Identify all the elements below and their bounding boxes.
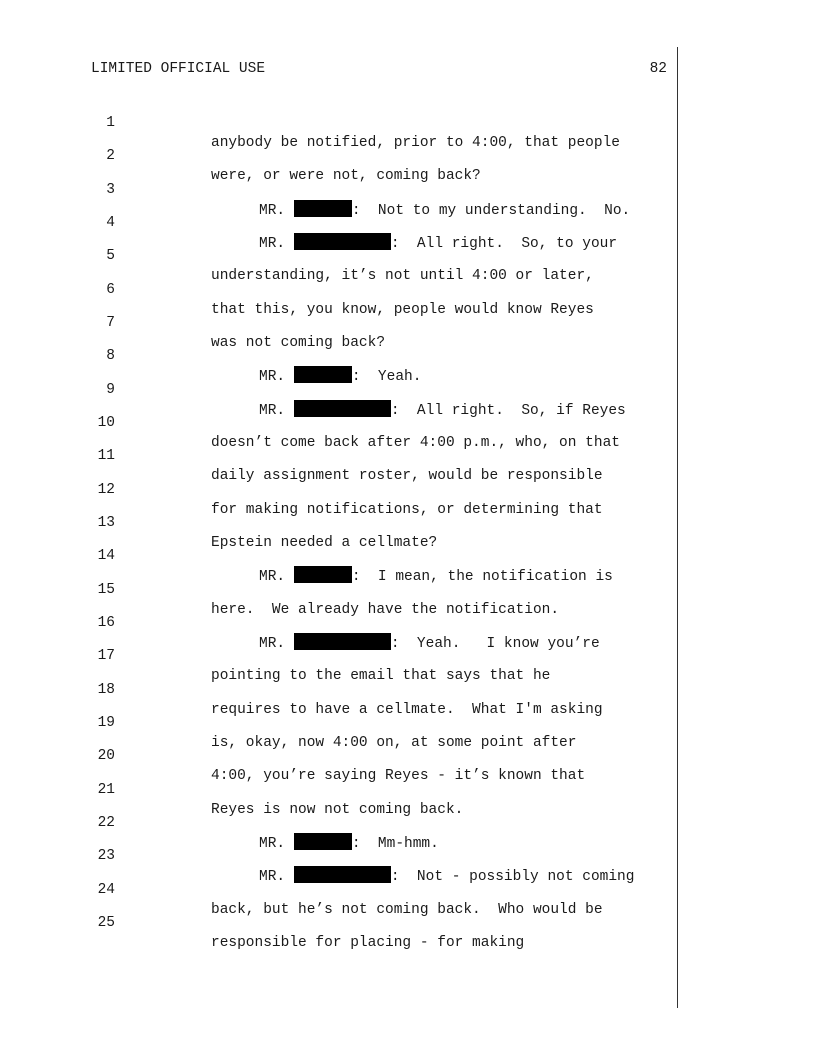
transcript-line [0, 193, 680, 252]
line-text: : Yeah. I know you’re [390, 636, 600, 652]
line-text: : I mean, the notification is [351, 569, 613, 585]
line-number: 3 [106, 182, 115, 198]
line-text: that this, you know, people would know Reyes [211, 302, 594, 318]
speaker-title: MR. [259, 836, 286, 852]
transcript-line [0, 860, 680, 918]
transcript-line [0, 793, 680, 852]
line-number: 25 [97, 915, 115, 931]
line-number: 2 [106, 148, 115, 164]
transcript-line [0, 160, 680, 219]
transcript-line [0, 626, 680, 684]
line-text: : Not - possibly not coming [390, 869, 635, 885]
line-number: 1 [106, 115, 115, 131]
line-number: 18 [97, 682, 115, 698]
line-number: 11 [97, 448, 115, 464]
transcript-line [0, 826, 680, 885]
line-number: 10 [97, 415, 115, 431]
transcript-line [0, 393, 680, 451]
line-number: 7 [106, 315, 115, 331]
line-text: doesn’t come back after 4:00 p.m., who, on that [211, 435, 620, 451]
line-text: Reyes is now not coming back. [211, 802, 464, 818]
line-number: 5 [106, 248, 115, 264]
speaker-title: MR. [259, 569, 286, 585]
line-text: for making notifications, or determining that [211, 502, 603, 518]
line-text: here. We already have the notification. [211, 602, 560, 618]
line-text: were, or were not, coming back? [211, 168, 481, 184]
line-number: 20 [97, 748, 115, 764]
line-text: was not coming back? [211, 335, 386, 351]
line-number: 21 [97, 782, 115, 798]
transcript-line [0, 360, 680, 419]
line-number: 6 [106, 282, 115, 298]
transcript-line [0, 593, 680, 652]
line-text: responsible for placing - for making [211, 935, 525, 951]
line-text: : All right. So, if Reyes [390, 403, 626, 419]
speaker-title: MR. [259, 869, 286, 885]
transcript-line [0, 660, 680, 718]
line-text: is, okay, now 4:00 on, at some point after [211, 735, 577, 751]
line-text: daily assignment roster, would be responsible [211, 468, 603, 484]
line-text: pointing to the email that says that he [211, 668, 551, 684]
transcript-line [0, 226, 680, 284]
line-number: 4 [106, 215, 115, 231]
line-text: Epstein needed a cellmate? [211, 535, 438, 551]
line-number: 19 [97, 715, 115, 731]
transcript-line [0, 293, 680, 351]
speaker-title: MR. [259, 236, 286, 252]
line-number: 22 [97, 815, 115, 831]
line-number: 17 [97, 648, 115, 664]
transcript-line [0, 693, 680, 751]
transcript-line [0, 326, 680, 385]
line-number: 9 [106, 382, 115, 398]
speaker-title: MR. [259, 403, 286, 419]
page-number: 82 [649, 61, 667, 77]
line-text: back, but he’s not coming back. Who would be [211, 902, 603, 918]
transcript-line [0, 460, 680, 518]
line-number: 24 [97, 882, 115, 898]
transcript-line [0, 93, 680, 151]
transcript-line [0, 426, 680, 484]
line-text: anybody be notified, prior to 4:00, that people [211, 135, 620, 151]
transcript-line [0, 893, 680, 951]
transcript-line [0, 760, 680, 818]
speaker-title: MR. [259, 203, 286, 219]
line-number: 8 [106, 348, 115, 364]
line-text: : Not to my understanding. No. [351, 203, 631, 219]
transcript-line [0, 526, 680, 585]
line-text: : Mm-hmm. [351, 836, 439, 852]
line-text: 4:00, you’re saying Reyes - it’s known that [211, 768, 586, 784]
line-text: : Yeah. [351, 369, 422, 385]
line-number: 13 [97, 515, 115, 531]
transcript-line [0, 560, 680, 618]
classification-header: LIMITED OFFICIAL USE [91, 61, 266, 77]
speaker-title: MR. [259, 369, 286, 385]
line-number: 23 [97, 848, 115, 864]
speaker-title: MR. [259, 636, 286, 652]
line-number: 14 [97, 548, 115, 564]
transcript-line [0, 493, 680, 551]
line-number: 16 [97, 615, 115, 631]
transcript-line [0, 726, 680, 784]
line-text: : All right. So, to your [390, 236, 618, 252]
line-text: understanding, it’s not until 4:00 or later, [211, 268, 594, 284]
transcript-line [0, 260, 680, 318]
line-number: 12 [97, 482, 115, 498]
line-text: requires to have a cellmate. What I'm asking [211, 702, 603, 718]
line-number: 15 [97, 582, 115, 598]
transcript-line [0, 126, 680, 184]
